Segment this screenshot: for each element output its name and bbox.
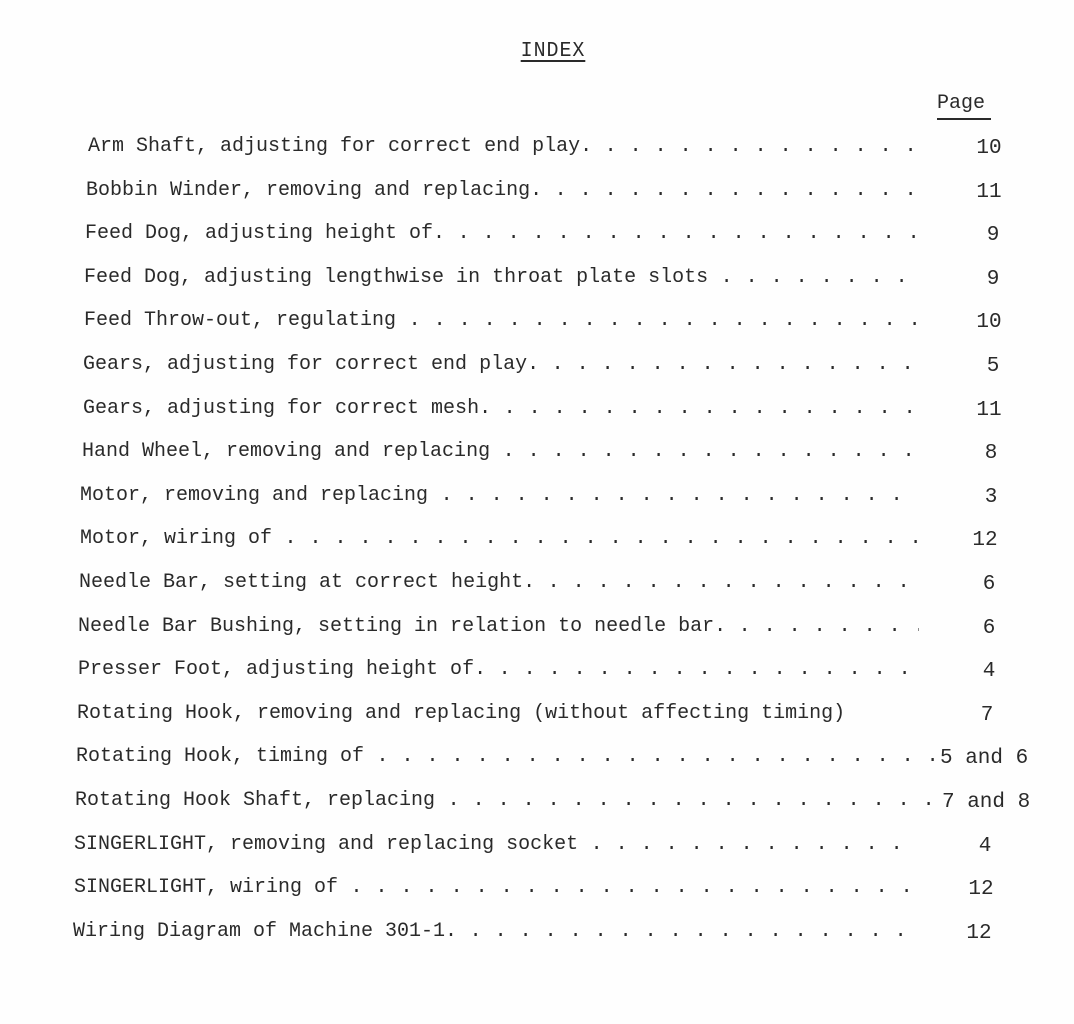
entry-page-number: 5 and 6 [940,747,1029,771]
entry-label: Feed Dog, adjusting height of. . . . [85,221,919,247]
index-entry-gears-end-play [0,346,1074,390]
entry-label: Motor, removing and replacing . . . [80,483,919,509]
index-entry-hand-wheel [0,433,1074,477]
entry-label: Needle Bar, setting at correct height. . . . [79,570,919,596]
entry-page-number: 9 [986,224,1000,248]
index-entry-wiring-diagram [0,913,1074,957]
entry-page-number: 12 [968,878,994,902]
entry-page-number: 11 [976,180,1002,204]
entry-label: SINGERLIGHT, removing and replacing socket . . . [74,832,919,858]
index-entry-singerlight-wiring [0,869,1074,913]
index-entry-needle-bar-height [0,564,1074,608]
entry-page-number: 8 [984,442,998,466]
index-entry-singerlight-socket [0,826,1074,870]
entry-page-number: 12 [966,921,992,945]
index-entry-feed-dog-height [0,215,1074,259]
entry-label: Motor, wiring of . . . [80,526,919,552]
entry-page-number: 4 [978,834,992,858]
entry-label: Rotating Hook, removing and replacing (without affecting timing) [77,701,846,725]
index-entry-arm-shaft [0,128,1074,172]
entry-label: Bobbin Winder, removing and replacing. . . . [86,178,919,204]
entry-label: SINGERLIGHT, wiring of . . . [74,875,919,901]
entry-page-number: 7 and 8 [942,790,1031,814]
page-title: INDEX [520,40,586,63]
index-entry-rotating-hook-removing [0,695,1074,739]
index-entry-rotating-hook-timing [0,738,1074,782]
entry-label: Feed Throw-out, regulating . . . [84,308,919,334]
entry-page-number: 9 [986,267,1000,291]
entry-page-number: 4 [982,660,996,684]
index-entry-motor-removing [0,477,1074,521]
entry-page-number: 12 [972,529,998,553]
entry-label: Arm Shaft, adjusting for correct end play. . . . [88,134,919,160]
index-entry-rotating-hook-shaft [0,782,1074,826]
entry-label: Presser Foot, adjusting height of. . . . [78,657,919,683]
entry-page-number: 10 [976,137,1002,160]
entry-label: Gears, adjusting for correct mesh. . . . [83,396,919,422]
entry-label: Rotating Hook Shaft, replacing . . . [75,788,934,814]
page-column-header: Page [937,92,991,120]
entry-label: Rotating Hook, timing of . . . [76,744,934,770]
entry-page-number: 6 [982,572,996,596]
entry-page-number: 6 [982,616,996,640]
index-entry-feed-dog-lengthwise [0,259,1074,303]
index-entry-motor-wiring [0,520,1074,564]
entry-page-number: 5 [986,354,1000,378]
entry-page-number: 10 [976,311,1002,335]
entry-page-number: 7 [980,703,994,727]
index-entry-presser-foot [0,651,1074,695]
index-entry-bobbin-winder [0,172,1074,216]
index-entry-gears-mesh [0,390,1074,434]
index-entry-needle-bar-bushing [0,608,1074,652]
entry-page-number: 11 [976,398,1002,422]
entry-page-number: 3 [984,485,998,509]
index-list [0,128,1074,956]
entry-label: Gears, adjusting for correct end play. . . . [83,352,919,378]
entry-label: Wiring Diagram of Machine 301-1. . . . [73,919,919,945]
index-entry-feed-throw-out [0,302,1074,346]
entry-label: Feed Dog, adjusting lengthwise in throat plate slots . . . [84,265,919,291]
entry-label: Hand Wheel, removing and replacing . . . [82,439,919,465]
entry-label: Needle Bar Bushing, setting in relation to needle bar. . . . [78,614,919,640]
